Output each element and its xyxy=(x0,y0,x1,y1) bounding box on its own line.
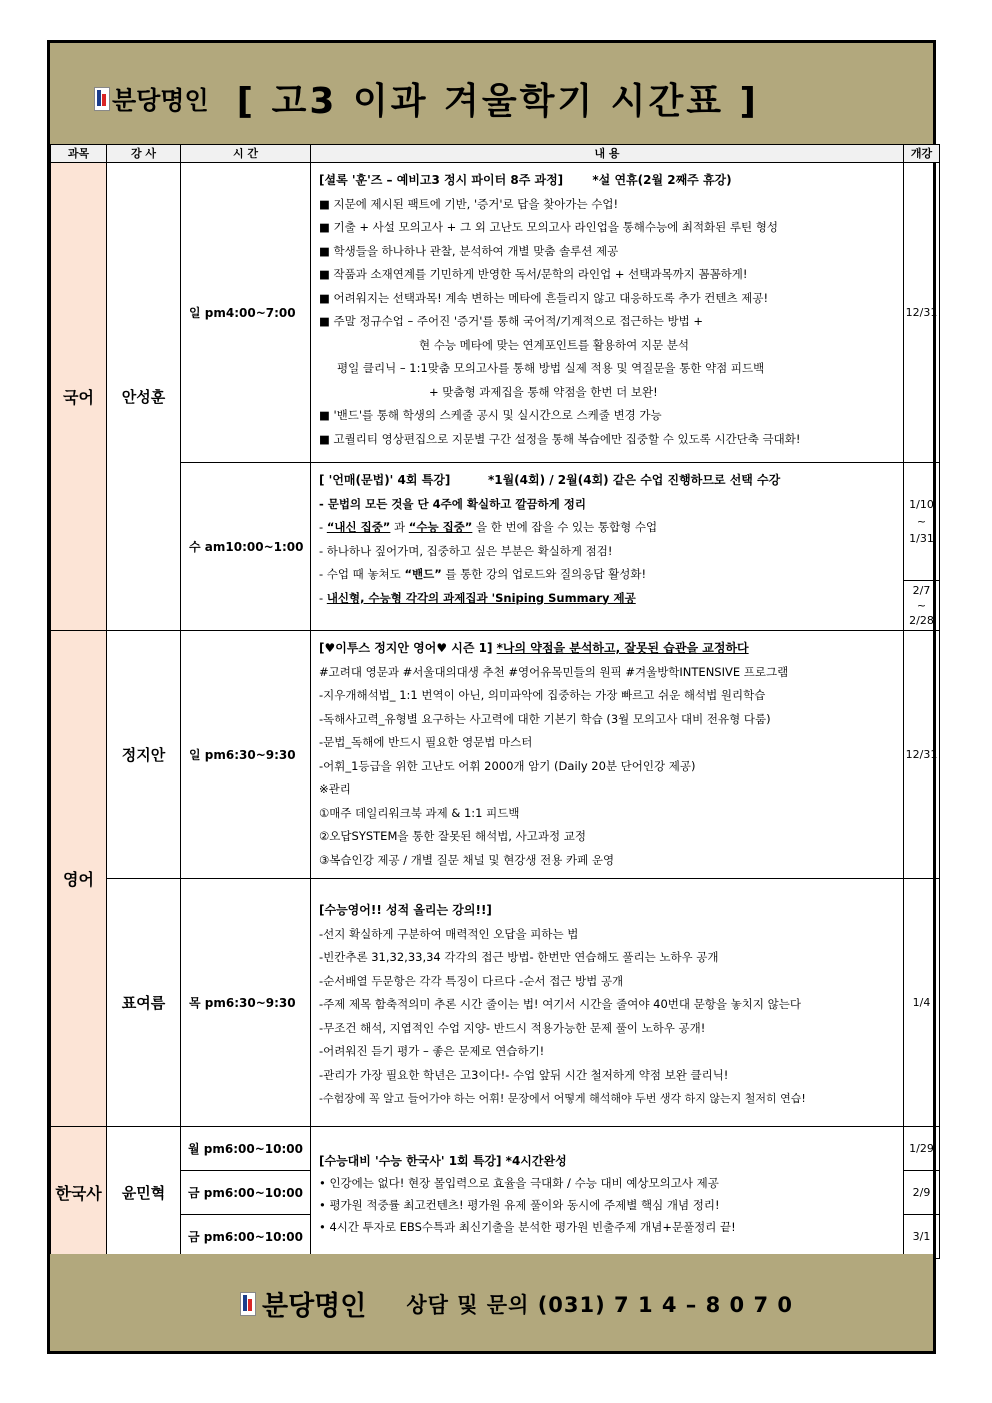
col-content: 내 용 xyxy=(311,145,904,163)
list-item: -순서배열 두문항은 각각 특징이 다르다 -순서 접근 방법 공개 xyxy=(319,973,624,988)
col-start: 개강 xyxy=(904,145,940,163)
start-korean-2a: 1/10 ~ 1/31 xyxy=(904,463,940,581)
start-korean-2b: 2/7 ~ 2/28 xyxy=(904,581,940,631)
list-item: ■ '밴드'를 통해 학생의 스케줄 공시 및 실시간으로 스케줄 변경 가능 xyxy=(319,408,662,422)
list-item: -어려워진 듣기 평가 – 좋은 문제로 연습하기! xyxy=(319,1044,545,1058)
course-heading: [수능대비 '수능 한국사' 1회 특강] *4시간완성 xyxy=(319,1153,567,1168)
list-item: -어휘_1등급을 위한 고난도 어휘 2000개 암기 (Daily 20분 단어인강 제공) xyxy=(319,758,696,773)
time-english-2: 목 pm6:30~9:30 xyxy=(181,879,311,1127)
header-brand: 분당명인 xyxy=(112,85,209,115)
start-history-2: 2/9 xyxy=(904,1171,940,1215)
list-item: - “내신 집중” 과 “수능 집중” 을 한 번에 잡을 수 있는 통합형 수업 xyxy=(319,520,658,534)
list-item: -지우개해석법_ 1:1 번역이 아닌, 의미파악에 집중하는 가장 빠르고 쉬운 해석법 원리학습 xyxy=(319,688,766,702)
time-history-2: 금 pm6:00~10:00 xyxy=(181,1171,311,1215)
list-item: ②오답SYSTEM을 통한 잘못된 해석법, 사고과정 교정 xyxy=(319,829,586,843)
list-item: -선지 확실하게 구분하여 매력적인 오답을 피하는 법 xyxy=(319,926,579,941)
list-item: ①매주 데일리워크북 과제 & 1:1 피드백 xyxy=(319,805,520,820)
table-row xyxy=(51,1127,940,1171)
list-item: ※관리 xyxy=(319,782,351,796)
footer-brand: 분당명인 xyxy=(262,1291,367,1322)
subject-english: 영어 xyxy=(51,631,107,1127)
list-item: 평일 클리닉 – 1:1맞춤 모의고사를 통해 방법 실제 적용 및 역질문을 통한 약점 피드백 xyxy=(337,361,765,375)
contact-phone: 상담 및 문의 (031) 7 1 4 – 8 0 7 0 xyxy=(406,1292,793,1317)
time-korean-1: 일 pm4:00~7:00 xyxy=(181,163,311,463)
col-time: 시 간 xyxy=(181,145,311,163)
course-heading: [♥이투스 정지안 영어♥ 시즌 1] *나의 약점을 분석하고, 잘못된 습관을 교정하다 xyxy=(319,641,749,655)
list-item: ■ 어려워지는 선택과목! 계속 변하는 메타에 흔들리지 않고 대응하도록 추가 컨텐츠 제공! xyxy=(319,290,769,305)
list-item: ■ 주말 정규수업 – 주어진 '증거'를 통해 국어적/기계적으로 접근하는 방법 + xyxy=(319,314,704,328)
subject-history: 한국사 xyxy=(51,1127,107,1259)
course-heading: [수능영어!! 성적 올리는 강의!!] xyxy=(319,903,492,917)
start-english-2: 1/4 xyxy=(904,879,940,1127)
subject-korean: 국어 xyxy=(51,163,107,631)
list-item: - 내신형, 수능형 각각의 과제집과 'Sniping Summary 제공 xyxy=(319,590,636,605)
header-band xyxy=(50,43,933,144)
instructor-history: 윤민혁 xyxy=(107,1127,181,1259)
table-row xyxy=(51,631,940,879)
time-history-3: 금 pm6:00~10:00 xyxy=(181,1215,311,1259)
start-english-1: 12/31 xyxy=(904,631,940,879)
start-history-1: 1/29 xyxy=(904,1127,940,1171)
table-header-row xyxy=(51,145,940,163)
list-item: -주제 제목 함축적의미 추론 시간 줄이는 법! 여기서 시간을 줄여야 40번대 문항을 놓치지 않는다 xyxy=(319,997,801,1011)
time-english-1: 일 pm6:30~9:30 xyxy=(181,631,311,879)
content-korean-2 xyxy=(311,463,904,631)
start-korean-1: 12/31 xyxy=(904,163,940,463)
course-heading: [ '언매(문법)' 4회 특강] *1월(4회) / 2월(4회) 같은 수업 진행하므로 선택 수강 xyxy=(319,473,781,487)
list-item: • 인강에는 없다! 현장 몰입력으로 효율을 극대화 / 수능 대비 예상모의고사 제공 xyxy=(319,1175,719,1190)
timetable-body xyxy=(50,144,940,1259)
list-item: -수험장에 꼭 알고 들어가야 하는 어휘! 문장에서 어떻게 해석해야 두번 생각 하지 않는지 철저히 연습! xyxy=(319,1092,806,1105)
list-item: ■ 기출 + 사설 모의고사 + 그 외 고난도 모의고사 라인업을 통해수능에 최적화된 루틴 형성 xyxy=(319,220,779,234)
list-item: -관리가 가장 필요한 학년은 고3이다!- 수업 앞뒤 시간 철저하게 약점 보완 클리닉! xyxy=(319,1067,729,1082)
list-item: #고려대 영문과 #서울대의대생 추천 #영어유목민들의 원픽 #겨울방학INTENSIVE 프로그램 xyxy=(319,664,789,679)
timetable-frame xyxy=(47,40,936,1354)
list-item: ■ 작품과 소재연계를 기민하게 반영한 독서/문학의 라인업 + 선택과목까지 꼼꼼하게! xyxy=(319,267,748,281)
time-history-1: 월 pm6:00~10:00 xyxy=(181,1127,311,1171)
course-heading: [셜록 '훈'즈 – 예비고3 정시 파이터 8주 과정] *설 연휴(2월 2째주 휴강) xyxy=(319,173,732,187)
list-item: • 평가원 적중률 최고컨텐츠! 평가원 유제 풀이와 동시에 주제별 핵심 개념 정리! xyxy=(319,1197,720,1212)
instructor-english-2: 표여름 xyxy=(107,879,181,1127)
footer-band xyxy=(50,1254,933,1351)
table-row xyxy=(51,879,940,1127)
list-item: • 4시간 투자로 EBS수특과 최신기출을 분석한 평가원 빈출주제 개념+문풀정리 끝! xyxy=(319,1219,736,1234)
time-korean-2: 수 am10:00~1:00 xyxy=(181,463,311,631)
content-korean-1 xyxy=(311,163,904,463)
page-title: [ 고3 이과 겨울학기 시간표 ] xyxy=(236,81,759,122)
col-instructor: 강 사 xyxy=(107,145,181,163)
instructor-korean: 안성훈 xyxy=(107,163,181,631)
instructor-english-1: 정지안 xyxy=(107,631,181,879)
list-item: -문법_독해에 반드시 필요한 영문법 마스터 xyxy=(319,735,533,749)
table-row xyxy=(51,463,940,581)
list-item: - 문법의 모든 것을 단 4주에 확실하고 깔끔하게 정리 xyxy=(319,496,586,511)
academy-logo-icon xyxy=(94,87,110,111)
list-item: 현 수능 메타에 맞는 연계포인트를 활용하여 지문 분석 xyxy=(419,337,689,352)
col-subject: 과목 xyxy=(51,145,107,163)
academy-logo-icon xyxy=(240,1292,256,1316)
list-item: ■ 고퀄리티 영상편집으로 지문별 구간 설정을 통해 복습에만 집중할 수 있도록 시간단축 극대화! xyxy=(319,431,801,446)
content-history xyxy=(311,1127,904,1259)
list-item: -무조건 해석, 지엽적인 수업 지양- 반드시 적용가능한 문제 풀이 노하우 공개! xyxy=(319,1020,706,1035)
start-history-3: 3/1 xyxy=(904,1215,940,1259)
list-item: - 하나하나 짚어가며, 집중하고 싶은 부분은 확실하게 점검! xyxy=(319,543,613,558)
list-item: - 수업 때 놓쳐도 “밴드” 를 통한 강의 업로드와 질의응답 활성화! xyxy=(319,567,647,581)
list-item: ■ 학생들을 하나하나 관찰, 분석하여 개별 맞춤 솔루션 제공 xyxy=(319,243,619,258)
content-english-2 xyxy=(311,879,904,1127)
content-english-1 xyxy=(311,631,904,879)
list-item: + 맞춤형 과제집을 통해 약점을 한번 더 보완! xyxy=(429,384,658,399)
list-item: ③복습인강 제공 / 개별 질문 채널 및 현강생 전용 카페 운영 xyxy=(319,852,615,867)
list-item: -빈칸추론 31,32,33,34 각각의 접근 방법- 한번만 연습해도 풀리는 노하우 공개 xyxy=(319,950,719,964)
list-item: -독해사고력_유형별 요구하는 사고력에 대한 기본기 학습 (3월 모의고사 대비 전유형 다룸) xyxy=(319,711,771,726)
table-row xyxy=(51,163,940,463)
list-item: ■ 지문에 제시된 팩트에 기반, '증거'로 답을 찾아가는 수업! xyxy=(319,196,619,211)
